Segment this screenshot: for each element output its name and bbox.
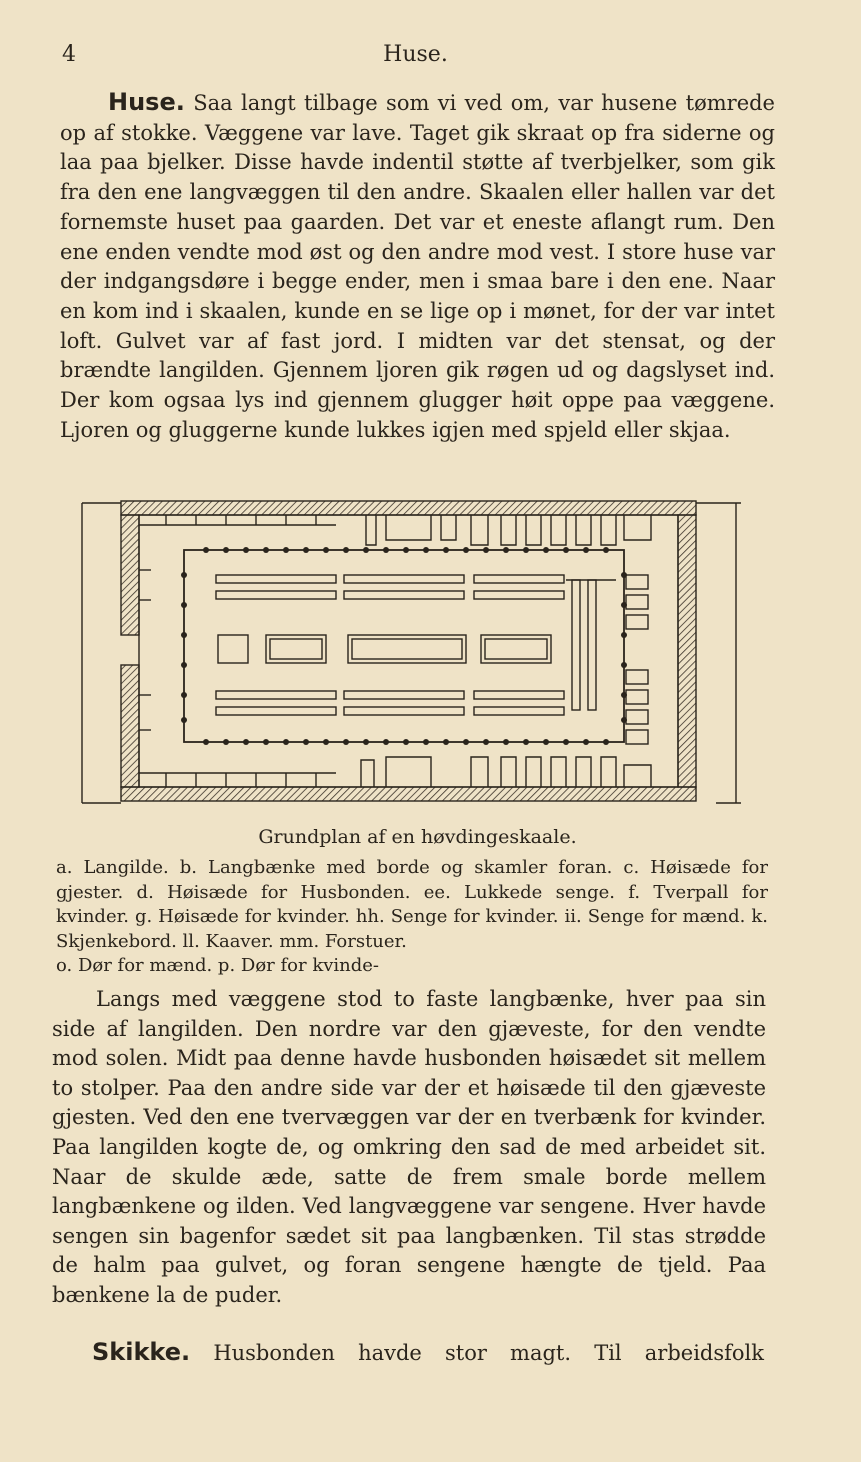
section-benches-paragraph: [52, 985, 766, 1311]
page-number: 4: [62, 42, 76, 67]
section-skikke-paragraph: [92, 1337, 764, 1368]
langilde-hearth-1: [218, 635, 248, 663]
figure-legend-last-line: o. Dør for mænd. p. Dør for kvinde-: [56, 955, 379, 976]
floor-plan-figure: [76, 495, 756, 810]
figure-legend: [56, 856, 768, 979]
outer-wall-top: [121, 501, 696, 515]
section-benches-text: Langs med væggene stod to faste langbænke, hver paa sin side af langilden. Den nordre var den gjæveste, for den vendte mod solen. Midt paa denne havde husbonden høisædet sit mellem to stolper. Paa den andre side var der et høisæde til den gjæveste gjesten. Ved den ene tvervæggen var der en tverbænk for kvinder. Paa langilden kogte de, og omkring den sad de med arbeidet sit. Naar de skulde æde, satte de frem smale borde mellem langbænkene og ilden. Ved langvæggene var sengene. Hver havde sengen sin bagenfor sædet sit paa langbænken. Til stas strødde de halm paa gulvet, og foran sengene hængte de tjeld. Paa bænkene la de puder.: [52, 987, 766, 1307]
section-keyword-skikke: Skikke.: [92, 1338, 191, 1366]
figure-legend-text: a. Langilde. b. Langbænke med borde og skamler foran. c. Høisæde for gjester. d. Høisæde for Husbonden. ee. Lukkede senge. f. Tverpall for kvinder. g. Høisæde for kvinder. hh. Senge for kvinder. ii. Senge for mænd. k. Skjenkebord. ll. Kaaver. mm. Forstuer.: [56, 857, 768, 952]
section-skikke-text: Husbonden havde stor magt. Til arbeidsfolk: [213, 1341, 764, 1365]
running-title: Huse.: [383, 42, 448, 67]
section-keyword-huse: Huse.: [108, 88, 185, 116]
figure-caption: Grundplan af en høvdingeskaale.: [258, 826, 577, 848]
outer-wall-bottom: [121, 787, 696, 801]
outer-wall-left-lower: [121, 665, 139, 787]
outer-wall-right: [678, 515, 696, 787]
inner-room: [139, 515, 678, 787]
outer-wall-left-upper: [121, 515, 139, 635]
section-huse-text: Saa langt tilbage som vi ved om, var husene tømrede op af stokke. Væggene var lave. Taget gik skraat op fra siderne og laa paa bjelker. Disse havde indentil støtte af tverbjelker, som gik fra den ene langvæggen til den andre. Skaalen eller hallen var det fornemste huset paa gaarden. Det var et eneste aflangt rum. Den ene enden vendte mod øst og den andre mod vest. I store huse var der indgangsdøre i begge ender, men i smaa bare i den ene. Naar en kom ind i skaalen, kunde en se lige op i mønet, for der var intet loft. Gulvet var af fast jord. I midten var det stensat, og der brændte langilden. Gjennem ljoren gik røgen ud og dagslyset ind. Der kom ogsaa lys ind gjennem glugger høit oppe paa væggene. Ljoren og gluggerne kunde lukkes igjen med spjeld eller skjaa.: [60, 91, 775, 442]
section-huse-paragraph: [60, 88, 775, 445]
page-header: [60, 42, 771, 72]
